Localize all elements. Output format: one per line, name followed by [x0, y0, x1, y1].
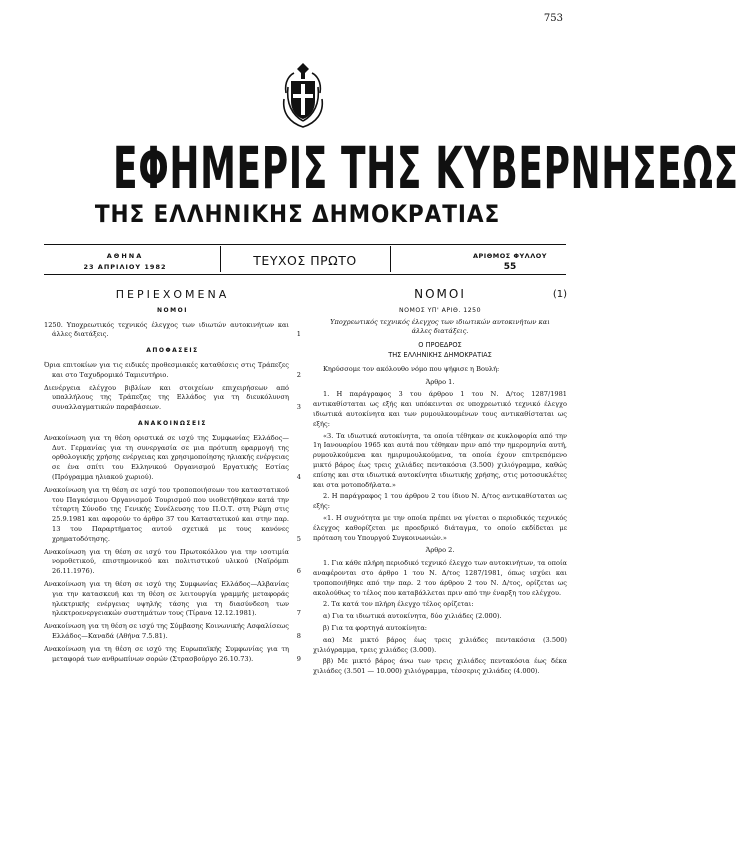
sheet-number: 55 — [503, 262, 517, 272]
entry-page: 6 — [296, 567, 301, 576]
law-title: Υποχρεωτικός τεχνικός έλεγχος των ιδιωτικών αυτοκινήτων και άλλες διατάξεις. — [330, 317, 550, 336]
entry-text: Όρια επιτοκίων για τις ειδικές προθεσμιακές καταθέσεις στις Τράπεζες και στο Ταχυδρομικό Ταμιευτήριο. — [44, 360, 289, 379]
issue-date-block — [70, 251, 180, 273]
meta-divider-right — [390, 246, 391, 272]
paragraph: 1. Για κάθε πλήρη περιοδικό τεχνικό έλεγχο των αυτοκινήτων, τα οποία αναφέρονται στο άρθρο 1 του Ν. Δ/τος 1287/1981, όπως ισχύει και τροποποιήθηκε από την παρ. 2 του άρθρου 2 του Ν. Δ/τος, ορίζεται ως ακολούθως το τέλος που καταβάλλεται πριν από την έναρξη του ελέγχου. — [313, 559, 567, 597]
president-line-2: ΤΗΣ ΕΛΛΗΝΙΚΗΣ ΔΗΜΟΚΡΑΤΙΑΣ — [388, 350, 492, 359]
entry-page: 7 — [296, 609, 301, 618]
sheet-label: ΑΡΙΘΜΟΣ ΦΥΛΛΟΥ — [473, 252, 547, 260]
entry-page: 8 — [296, 631, 301, 640]
entry-text: Διενέργεια ελέγχου βιβλίων και στοιχείων επιχειρήσεων από υπαλλήλους της Τράπεζας της Ελλάδος για τη διευκόλυνση συναλλαγματικών παραβάσεων. — [44, 383, 289, 412]
laws-title: ΝΟΜΟΙ — [414, 287, 466, 301]
enactment-clause: Κηρύσσομε τον ακόλουθο νόμο που ψήφισε η Βουλή: — [323, 364, 500, 373]
side-mark: (1) — [552, 289, 567, 300]
entry-text: 1250. Υποχρεωτικός τεχνικός έλεγχος των ιδιωτών αυτοκινήτων και άλλες διατάξεις. — [44, 320, 289, 339]
page-number: 753 — [543, 13, 563, 24]
contents-entry — [44, 580, 301, 619]
laws-heading: ΝΟΜΟΙ — [157, 306, 188, 314]
issue-date: 23 ΑΠΡΙΛΙΟΥ 1982 — [83, 263, 167, 271]
paragraph: α) Για τα ιδιωτικά αυτοκίνητα, δύο χιλιάδες (2.000). — [323, 612, 502, 621]
article-1-heading: Άρθρο 1. — [425, 377, 455, 386]
entry-text: Ανακοίνωση για τη θέση σε ισχύ του Πρωτοκόλλου για την ισοτιμία νομοθετικού, επιστημονικού και πολιτιστικού υλικού (Ναϊρόμπι 26.11.1976). — [44, 547, 289, 576]
law-column — [313, 287, 567, 679]
paragraph: 2. Η παράγραφος 1 του άρθρου 2 του ίδιου Ν. Δ/τος αντικαθίσταται ως εξής: — [313, 492, 567, 511]
contents-heading: ΠΕΡΙΕΧΟΜΕΝΑ — [115, 288, 230, 301]
contents-column — [44, 290, 301, 667]
paragraph: 2. Τα κατά τον πλήρη έλεγχο τέλος ορίζεται: — [323, 600, 474, 609]
bottom-divider — [44, 274, 566, 275]
entry-page: 3 — [296, 403, 301, 412]
laws-section-heading — [313, 287, 567, 301]
entry-text: Ανακοίνωση για τη θέση σε ισχύ της Ευρωπαϊκής Συμφωνίας για τη μεταφορά των ανθρωπίνων σορών (Στρασβούργο 26.10.73). — [44, 644, 289, 663]
top-divider — [44, 244, 566, 245]
contents-entry — [44, 361, 301, 381]
contents-entry — [44, 486, 301, 545]
contents-entry — [44, 434, 301, 483]
article-2-heading: Άρθρο 2. — [425, 546, 455, 555]
paragraph: «1. Η συχνότητα με την οποία πρέπει να γίνεται ο περιοδικός τεχνικός έλεγχος καθορίζεται με προεδρικό διάταγμα, το οποίο εκδίδεται με πρόταση του Υπουργού Συγκοινωνιών.» — [313, 513, 567, 542]
paragraph: ββ) Με μικτό βάρος άνω των τρεις χιλιάδες πεντακόσια έως δέκα χιλιάδες (3.501 — 10.000) χιλιόγραμμα, τέσσερις χιλιάδες (4.000). — [313, 657, 567, 676]
paragraph: 1. Η παράγραφος 3 του άρθρου 1 του Ν. Δ/τος 1287/1981 αντικαθίσταται ως εξής και υπόκεινται σε υποχρεωτικό τεχνικό έλεγχο ιδιωτικά αυτοκίνητα και των ρυμουλκουμένων τους αντικαθίσταται ως εξής: — [313, 390, 567, 428]
entry-text: Ανακοίνωση για τη θέση σε ισχύ της Σύμβασης Κοινωνικής Ασφαλίσεως Ελλάδος—Καναδά (Αθήνα 7.5.81). — [44, 622, 289, 640]
sheet-number-block — [460, 251, 560, 273]
law-number: ΝΟΜΟΣ ΥΠ' ΑΡΙΘ. 1250 — [398, 306, 482, 314]
coat-of-arms-emblem — [276, 63, 330, 131]
entry-text: Ανακοίνωση για τη θέση οριστικά σε ισχύ της Συμφωνίας Ελλάδος—Δυτ. Γερμανίας για τη συνεργασία σε μια πρότυπη εφαρμογή της ορθολογικής χρήσης ενέργειας και χρησιμοποίησης ηλιακής ενέργειας σε ένα σπίτι του Ελληνικού Οργανισμού Εργατικής Εστίας (Πρόγραμμα ηλιακού χωριού). — [44, 433, 289, 481]
meta-divider-left — [220, 246, 221, 272]
president-line-1: Ο ΠΡΟΕΔΡΟΣ — [418, 341, 462, 350]
entry-page: 9 — [296, 654, 301, 663]
gazette-title: ΕΦΗΜΕΡΙΣ ΤΗΣ ΚΥΒΕΡΝΗΣΕΩΣ — [113, 134, 739, 202]
entry-page: 5 — [296, 534, 301, 543]
contents-entry — [44, 384, 301, 413]
paragraph: «3. Τα ιδιωτικά αυτοκίνητα, τα οποία τέθηκαν σε κυκλοφορία από την 1η Ιανουαρίου 1965 και αυτά που τέθηκαν πριν από την ημερομηνία αυτή, ρυμουλκούμενα και ημιρυμουλκούμενα, τα οποία έχουν επιτρεπόμενο μικτό βάρος έως τρεις χιλιάδες πεντακόσια (3.500) χιλιόγραμμα, καθώς επίσης και στα ιδιωτικά αυτοκίνητα ιδιωτικής χρήσης, στις μοτοσυκλέτες και στα μοτοποδήλατα.» — [313, 431, 567, 489]
entry-text: Ανακοίνωση για τη θέση σε ισχύ του τροποποιήσεων του καταστατικού του Παγκόσμιου Οργανισμού Τουρισμού που υιοθετήθηκαν κατά την τέταρτη Σύνοδο της Γενικής Συνέλευσης του Π.Ο.Τ. στη Ρώμη στις 25.9.1981 και αφορούν το άρθρο 37 του Καταστατικού και στην παρ. 13 του Παραρτήματος αυτού σχετικά με τους κανόνες χρηματοδότησης. — [44, 485, 289, 543]
announcements-heading: ΑΝΑΚΟΙΝΩΣΕΙΣ — [138, 419, 207, 427]
entry-page: 2 — [296, 370, 301, 379]
contents-entry — [44, 321, 301, 341]
entry-page: 4 — [296, 472, 301, 481]
paragraph: αα) Με μικτό βάρος έως τρεις χιλιάδες πεντακόσια (3.500) χιλιόγραμμα, τρεις χιλιάδες (3.000). — [313, 635, 567, 654]
contents-entry — [44, 645, 301, 665]
paragraph: β) Για τα φορτηγά αυτοκίνητα: — [323, 623, 428, 632]
city: ΑΘΗΝΑ — [106, 252, 144, 260]
entry-page: 1 — [296, 330, 301, 339]
gazette-subtitle: ΤΗΣ ΕΛΛΗΝΙΚΗΣ ΔΗΜΟΚΡΑΤΙΑΣ — [94, 200, 501, 228]
decisions-heading: ΑΠΟΦΑΣΕΙΣ — [146, 347, 199, 355]
contents-entry — [44, 548, 301, 577]
contents-entry — [44, 622, 301, 642]
issue-label: ΤΕΥΧΟΣ ΠΡΩΤΟ — [253, 253, 357, 268]
entry-text: Ανακοίνωση για τη θέση σε ισχύ της Συμφωνίας Ελλάδος—Αλβανίας για την κατασκευή και τη θέση σε λειτουργία γραμμής μεταφοράς ηλεκτρικής ενέργειας υψηλής τάσης για τη διασύνδεση των ηλεκτροενεργειακών συστημάτων τους (Τίρανα 12.12.1981). — [44, 579, 289, 618]
